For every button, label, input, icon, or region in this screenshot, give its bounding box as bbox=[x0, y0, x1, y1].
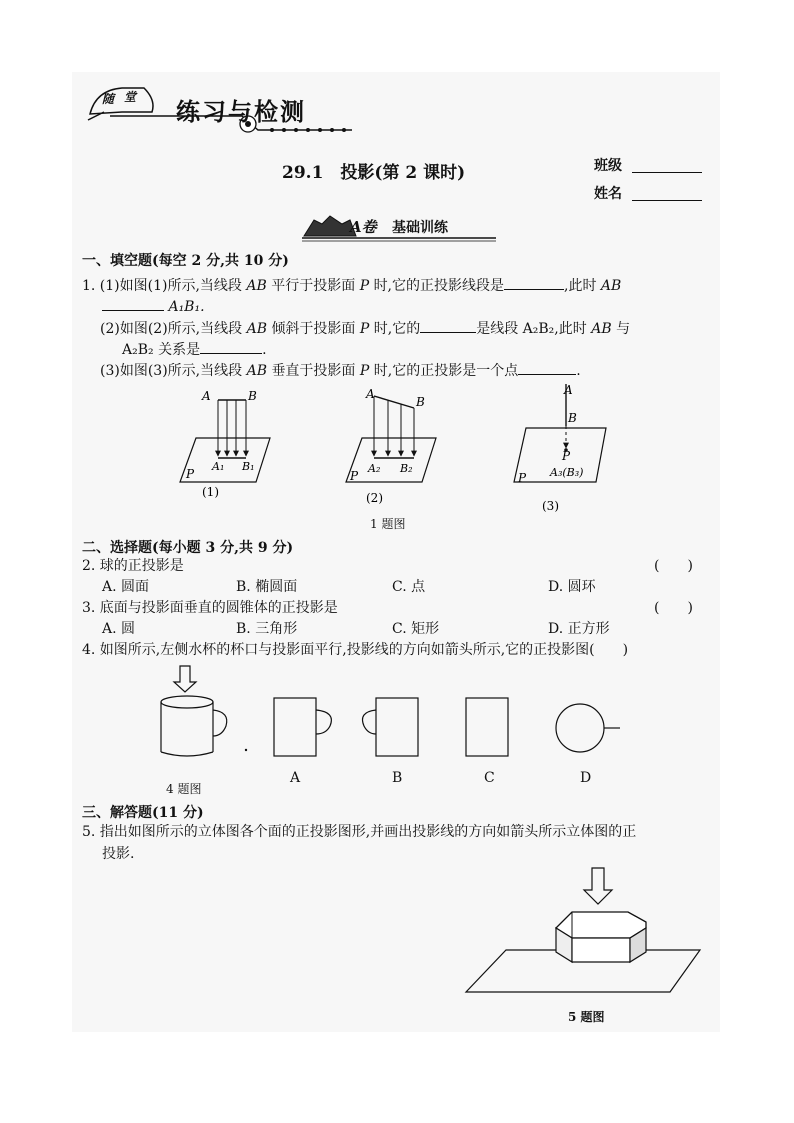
q1-p1-b: AB bbox=[246, 278, 267, 294]
figure-1 bbox=[170, 382, 630, 532]
q1-p2-e: 时,它的 bbox=[373, 321, 421, 337]
q2-option-a[interactable]: A. 圆面 bbox=[102, 579, 150, 595]
figure-4 bbox=[150, 662, 630, 762]
fig1-label-A2sub: A₂ bbox=[368, 462, 381, 475]
q1-p2-a: (2)如图(2)所示,当线段 bbox=[100, 321, 243, 337]
section-fill-title: 一、填空题(每空 2 分,共 10 分) bbox=[82, 253, 289, 269]
name-field[interactable] bbox=[632, 200, 702, 201]
q2-option-b[interactable]: B. 椭圆面 bbox=[236, 579, 298, 595]
class-label: 班级 bbox=[594, 158, 622, 174]
q1-part1-line2 bbox=[102, 298, 205, 315]
header-tag-right: 堂 bbox=[124, 90, 137, 104]
q1-part1 bbox=[82, 277, 621, 294]
fig4-option-c-shape bbox=[466, 698, 508, 756]
q1-blank-1[interactable] bbox=[504, 277, 564, 290]
class-field[interactable] bbox=[632, 172, 702, 173]
figure-5 bbox=[460, 864, 710, 994]
fig1-sub2-label: (2) bbox=[366, 491, 383, 505]
fig5-caption: 5 题图 bbox=[568, 1010, 605, 1024]
q1-p1-e: 时,它的正投影线段是 bbox=[373, 278, 505, 294]
name-label: 姓名 bbox=[594, 186, 622, 202]
q5-line-2: 投影. bbox=[102, 846, 135, 862]
q1-p1-h: A₁B₁. bbox=[168, 299, 205, 315]
banner-a-mark: A卷 bbox=[350, 218, 377, 236]
q1-p1-a: 1. (1)如图(1)所示,当线段 bbox=[82, 278, 242, 294]
fig4-label-b[interactable]: B bbox=[392, 770, 403, 786]
fig1-label-A1sub: A₁ bbox=[212, 460, 225, 473]
q1-p1-c: 平行于投影面 bbox=[271, 278, 356, 294]
fig1-label-A1: A bbox=[202, 389, 211, 403]
q2-stem: 2. 球的正投影是 bbox=[82, 558, 184, 574]
q1-blank-5[interactable] bbox=[518, 362, 576, 375]
q5-line-1: 5. 指出如图所示的立体图各个面的正投影图形,并画出投影线的方向如箭头所示立体图的正 bbox=[82, 824, 637, 840]
fig4-label-d[interactable]: D bbox=[580, 770, 592, 786]
q1-p2-g: AB bbox=[591, 321, 612, 337]
fig4-option-d-shape bbox=[556, 704, 620, 752]
section-choice-title: 二、选择题(每小题 3 分,共 9 分) bbox=[82, 540, 294, 556]
fig4-label-c[interactable]: C bbox=[484, 770, 495, 786]
q3-option-b[interactable]: B. 三角形 bbox=[236, 621, 298, 637]
q1-blank-2[interactable] bbox=[102, 298, 164, 311]
q1-p2-j: . bbox=[262, 342, 267, 358]
q1-p1-d: P bbox=[359, 278, 370, 294]
fig1-label-P3: P bbox=[518, 471, 527, 485]
fig1-sub3-label: (3) bbox=[542, 499, 559, 513]
q3-option-d[interactable]: D. 正方形 bbox=[548, 621, 610, 637]
fig1-caption: 1 题图 bbox=[370, 517, 406, 531]
q1-part2 bbox=[100, 320, 630, 337]
q1-blank-4[interactable] bbox=[200, 341, 262, 354]
fig1-label-A3B3: A₃(B₃) bbox=[550, 466, 584, 479]
lesson-title: 29.1 投影(第 2 课时) bbox=[282, 163, 466, 183]
q3-answer-paren[interactable]: ( ) bbox=[654, 600, 693, 616]
fig1-label-P1: P bbox=[186, 467, 195, 481]
section-answer-title: 三、解答题(11 分) bbox=[82, 805, 204, 821]
q1-p2-f: 是线段 A₂B₂,此时 bbox=[476, 321, 587, 337]
q3-option-a[interactable]: A. 圆 bbox=[102, 621, 136, 637]
q1-p2-b: AB bbox=[246, 321, 267, 337]
header-title: 练习与检测 bbox=[176, 98, 306, 126]
fig4-label-a[interactable]: A bbox=[290, 770, 301, 786]
fig1-label-A2: A bbox=[366, 387, 375, 401]
fig4-option-a-shape bbox=[274, 698, 331, 756]
fig1-label-A3: A bbox=[564, 383, 573, 397]
q1-p2-i: A₂B₂ 关系是 bbox=[122, 342, 201, 358]
q1-p1-f: ,此时 bbox=[564, 278, 597, 294]
fig1-label-B2: B bbox=[416, 395, 425, 409]
q3-stem: 3. 底面与投影面垂直的圆锥体的正投影是 bbox=[82, 600, 338, 616]
fig1-label-B1: B bbox=[248, 389, 257, 403]
q1-p3-b: AB bbox=[246, 363, 267, 379]
q3-option-c[interactable]: C. 矩形 bbox=[392, 621, 440, 637]
q1-p3-c: 垂直于投影面 bbox=[271, 363, 356, 379]
fig4-cup bbox=[161, 696, 227, 756]
fig4-projection-arrow bbox=[174, 666, 196, 692]
q1-p2-d: P bbox=[359, 321, 370, 337]
banner-label: 基础训练 bbox=[392, 220, 448, 236]
q1-p2-h: 与 bbox=[616, 321, 631, 337]
fig5-solid bbox=[556, 912, 646, 962]
fig1-label-P2: P bbox=[350, 469, 359, 483]
q1-p3-a: (3)如图(3)所示,当线段 bbox=[100, 363, 243, 379]
q4-stem: 4. 如图所示,左侧水杯的杯口与投影面平行,投影线的方向如箭头所示,它的正投影图( ) bbox=[82, 642, 629, 658]
header-tag-left: 随 bbox=[102, 92, 115, 106]
q1-part3 bbox=[100, 362, 581, 379]
fig5-projection-arrow bbox=[584, 868, 612, 904]
q1-p3-e: 时,它的正投影是一个点 bbox=[373, 363, 519, 379]
fig1-label-B1sub: B₁ bbox=[242, 460, 255, 473]
q1-blank-3[interactable] bbox=[420, 320, 476, 333]
q1-part2-line2 bbox=[122, 341, 267, 358]
q1-p3-d: P bbox=[359, 363, 370, 379]
q2-option-d[interactable]: D. 圆环 bbox=[548, 579, 596, 595]
q1-p1-g: AB bbox=[600, 278, 622, 294]
q2-option-c[interactable]: C. 点 bbox=[392, 579, 426, 595]
fig4-option-b-shape bbox=[363, 698, 419, 756]
q1-p3-f: . bbox=[576, 363, 581, 379]
fig4-caption: 4 题图 bbox=[166, 782, 202, 796]
fig1-sub1-label: (1) bbox=[202, 485, 219, 499]
fig1-label-B2sub: B₂ bbox=[400, 462, 413, 475]
q1-p2-c: 倾斜于投影面 bbox=[271, 321, 356, 337]
fig1-label-B3: B bbox=[568, 411, 577, 425]
fig1-label-P3-top: P bbox=[562, 449, 571, 463]
q2-answer-paren[interactable]: ( ) bbox=[654, 558, 693, 574]
